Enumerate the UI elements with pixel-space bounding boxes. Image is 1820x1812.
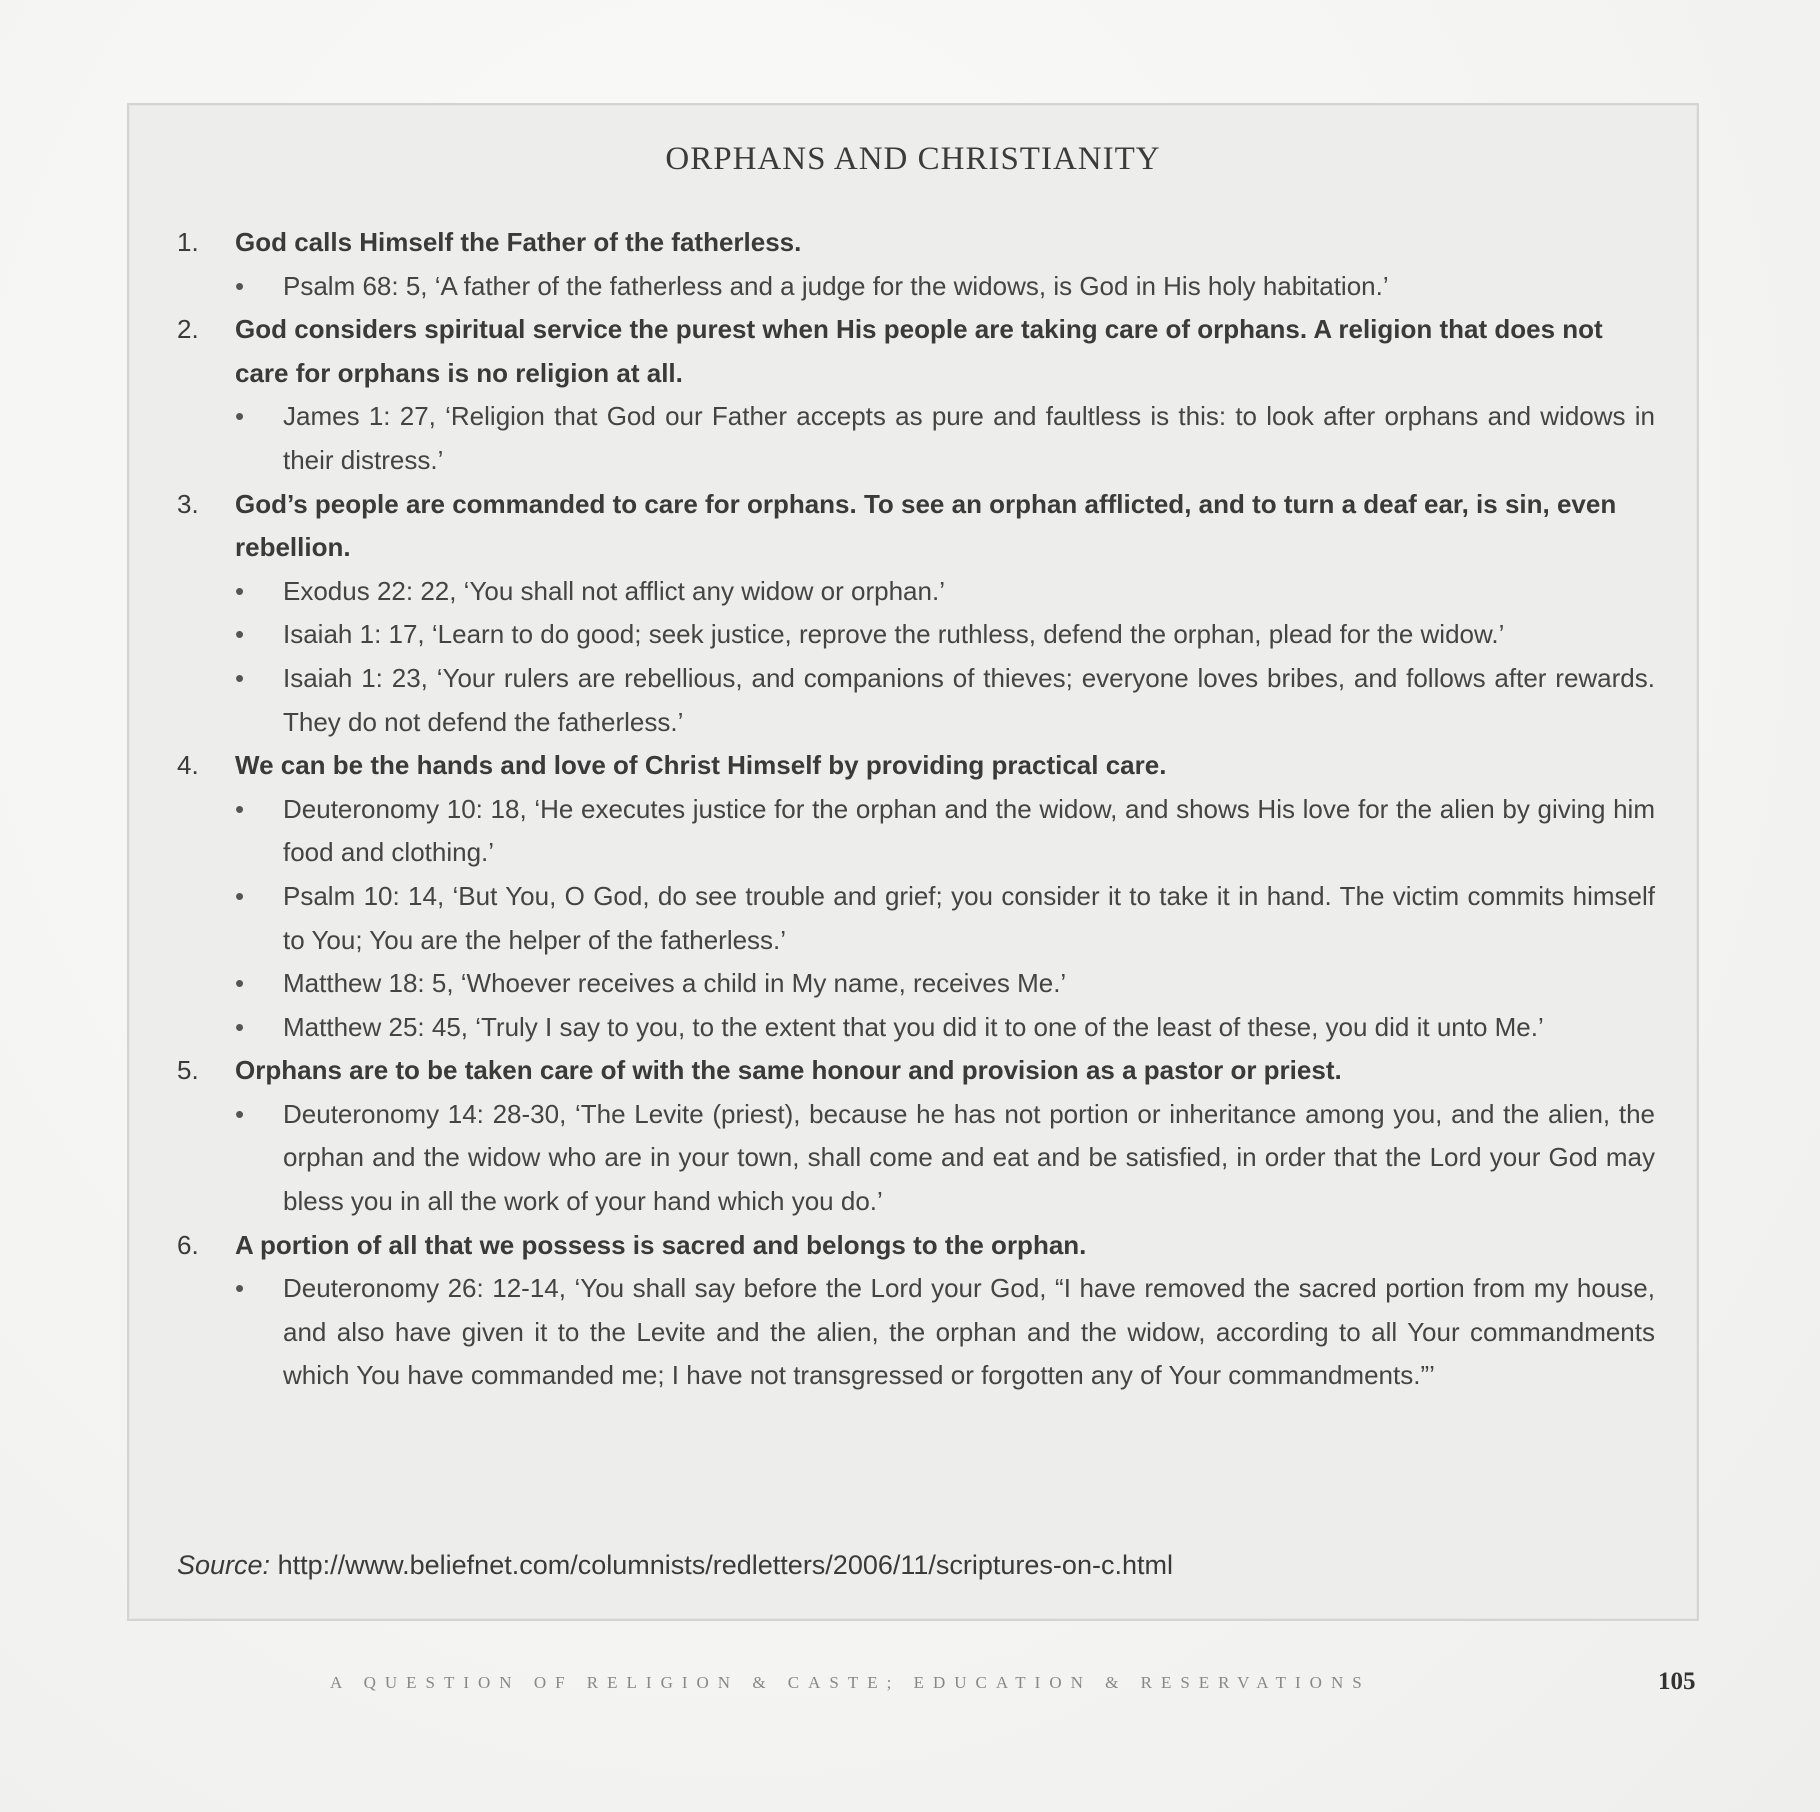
scripture-reference [235, 395, 1655, 482]
box-title: ORPHANS AND CHRISTIANITY [665, 141, 1161, 177]
scripture-list [235, 265, 1655, 309]
scripture-text: Psalm 68: 5, ‘A father of the fatherless and a judge for the widows, is God in His holy habitation.’ [283, 270, 1389, 301]
item-number: 5. [177, 1055, 199, 1086]
page-number: 105 [1658, 1668, 1696, 1695]
item-number: 6. [177, 1229, 199, 1260]
bullet-icon: • [235, 1273, 245, 1304]
list-item [177, 1049, 1655, 1223]
scripture-text: Psalm 10: 14, ‘But You, O God, do see trouble and grief; you consider it to take it in hand. The victim commits himself to You; You are the helper of the fatherless.’ [283, 880, 1655, 955]
item-number: 1. [177, 227, 199, 257]
scripture-text: Deuteronomy 10: 18, ‘He executes justice for the orphan and the widow, and shows His love for the alien by giving him food and clothing.’ [283, 793, 1655, 868]
bullet-icon: • [235, 662, 245, 693]
bullet-icon: • [235, 793, 245, 824]
scripture-text: Exodus 22: 22, ‘You shall not afflict any widow or orphan.’ [283, 575, 945, 606]
source-line [177, 1550, 1173, 1581]
scripture-list [235, 1267, 1655, 1398]
list-item [177, 744, 1655, 1049]
bullet-icon: • [235, 968, 245, 999]
scripture-text: Matthew 18: 5, ‘Whoever receives a child in My name, receives Me.’ [283, 968, 1067, 999]
scripture-reference [235, 1267, 1655, 1398]
scripture-reference [235, 265, 1655, 309]
item-heading: A portion of all that we possess is sacred and belongs to the orphan. [235, 1229, 1087, 1260]
scripture-reference [235, 788, 1655, 875]
item-heading: God considers spiritual service the purest when His people are taking care of orphans. A religion that does not care for orphans is no religion at all. [235, 314, 1603, 388]
bullet-icon: • [235, 401, 245, 432]
bullet-icon: • [235, 1011, 245, 1042]
scripture-text: James 1: 27, ‘Religion that God our Father accepts as pure and faultless is this: to look after orphans and widows in their distress.’ [283, 401, 1655, 475]
bullet-icon: • [235, 619, 245, 650]
list-item [177, 221, 1655, 308]
running-footer: A QUESTION OF RELIGION & CASTE; EDUCATION & RESERVATIONS [330, 1673, 1371, 1692]
item-heading: God calls Himself the Father of the fatherless. [235, 227, 802, 257]
scripture-text: Isaiah 1: 23, ‘Your rulers are rebellious, and companions of thieves; everyone loves bribes, and follows after rewards. They do not defend the fatherless.’ [283, 662, 1655, 737]
scripture-text: Matthew 25: 45, ‘Truly I say to you, to the extent that you did it to one of the least of these, you did it unto Me.’ [283, 1011, 1544, 1042]
item-number: 2. [177, 314, 199, 345]
bullet-icon: • [235, 270, 245, 301]
bullet-icon: • [235, 880, 245, 911]
item-heading: God’s people are commanded to care for orphans. To see an orphan afflicted, and to turn a deaf ear, is sin, even rebellion. [235, 488, 1617, 563]
sidebar-box [127, 103, 1699, 1621]
scripture-reference [235, 1006, 1655, 1050]
source-label: Source: [177, 1550, 271, 1580]
scripture-reference [235, 1093, 1655, 1224]
bullet-icon: • [235, 1098, 245, 1129]
scripture-list [235, 395, 1655, 482]
scripture-text: Isaiah 1: 17, ‘Learn to do good; seek justice, reprove the ruthless, defend the orphan, plead for the widow.’ [283, 619, 1505, 650]
scripture-list [235, 570, 1655, 744]
scripture-reference [235, 657, 1655, 744]
scripture-reference [235, 613, 1655, 657]
list-item [177, 483, 1655, 745]
scripture-text: Deuteronomy 26: 12-14, ‘You shall say before the Lord your God, “I have removed the sacred portion from my house, and also have given it to the Levite and the alien, the orphan and the widow, according to all Your commandments which You have commanded me; I have not transgressed or forgotten any of Your commandments.”’ [283, 1273, 1655, 1391]
item-heading: We can be the hands and love of Christ Himself by providing practical care. [235, 750, 1167, 781]
source-url[interactable]: http://www.beliefnet.com/columnists/redletters/2006/11/scriptures-on-c.html [277, 1550, 1173, 1580]
bullet-icon: • [235, 575, 245, 606]
list-item [177, 308, 1655, 482]
list-item [177, 1224, 1655, 1398]
numbered-list [177, 221, 1655, 1398]
scripture-list [235, 1093, 1655, 1224]
scripture-list [235, 788, 1655, 1050]
scripture-reference [235, 962, 1655, 1006]
item-heading: Orphans are to be taken care of with the same honour and provision as a pastor or priest. [235, 1055, 1342, 1086]
scripture-reference [235, 875, 1655, 962]
scripture-text: Deuteronomy 14: 28-30, ‘The Levite (priest), because he has not portion or inheritance among you, and the alien, the orphan and the widow who are in your town, shall come and eat and be satisfied, in order that the Lord your God may bless you in all the work of your hand which you do.’ [283, 1098, 1655, 1217]
item-number: 3. [177, 488, 199, 519]
item-number: 4. [177, 750, 199, 781]
scripture-reference [235, 570, 1655, 614]
